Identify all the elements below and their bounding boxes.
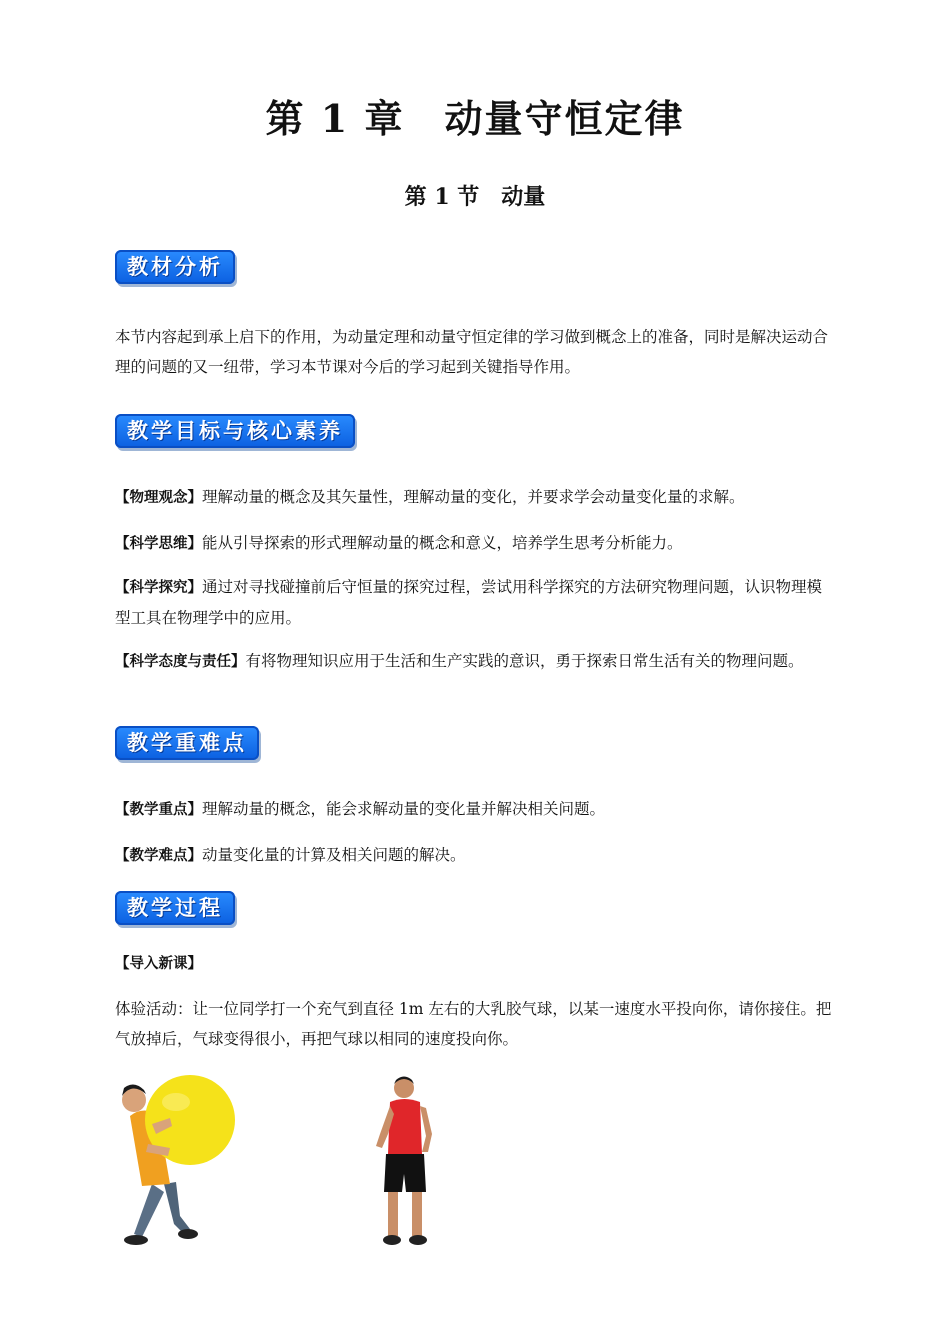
badge-goals: 教学目标与核心素养: [115, 414, 355, 448]
person-in-red-shirt-image: [372, 1074, 437, 1254]
intro-label: 【导入新课】: [115, 956, 202, 972]
person-with-balloon-image: [112, 1074, 237, 1254]
process-paragraph: 体验活动：让一位同学打一个充气到直径 1m 左右的大乳胶气球，以某一速度水平投向你，请你接住。把气放掉后，气球变得很小，再把气球以相同的速度投向你。: [115, 1000, 832, 1048]
goal-label: 【物理观念】: [115, 490, 202, 506]
key-point-text: 理解动量的概念，能会求解动量的变化量并解决相关问题。: [202, 800, 606, 818]
key-point-label: 【教学难点】: [115, 848, 202, 864]
goal-item: [115, 646, 837, 677]
intro-label-row: [115, 948, 837, 979]
goal-label: 【科学探究】: [115, 580, 202, 596]
key-point-label: 【教学重点】: [115, 802, 202, 818]
badge-process: 教学过程: [115, 891, 235, 925]
key-point-text: 动量变化量的计算及相关问题的解决。: [202, 846, 466, 864]
goal-item: [115, 572, 837, 633]
goal-label: 【科学思维】: [115, 536, 202, 552]
goal-text: 能从引导探索的形式理解动量的概念和意义，培养学生思考分析能力。: [202, 534, 683, 552]
goal-item: [115, 528, 837, 559]
badge-key-points: 教学重难点: [115, 726, 259, 760]
goal-text: 有将物理知识应用于生活和生产实践的意识，勇于探索日常生活有关的物理问题。: [245, 652, 804, 670]
goal-text: 通过对寻找碰撞前后守恒量的探究过程，尝试用科学探究的方法研究物理问题，认识物理模型工具在物理学中的应用。: [115, 578, 823, 627]
key-point-item: [115, 840, 837, 871]
key-point-item: [115, 794, 837, 825]
badge-analysis: 教材分析: [115, 250, 235, 284]
goal-label: 【科学态度与责任】: [115, 654, 246, 670]
goal-item: [115, 482, 837, 513]
analysis-paragraph: 本节内容起到承上启下的作用，为动量定理和动量守恒定律的学习做到概念上的准备，同时是解决运动合理的问题的又一纽带，学习本节课对今后的学习起到关键指导作用。: [115, 328, 829, 376]
section-title: 第 1 节 动量: [404, 184, 546, 210]
goal-text: 理解动量的概念及其矢量性，理解动量的变化，并要求学会动量变化量的求解。: [202, 488, 745, 506]
chapter-title: 第 1 章 动量守恒定律: [265, 96, 685, 141]
